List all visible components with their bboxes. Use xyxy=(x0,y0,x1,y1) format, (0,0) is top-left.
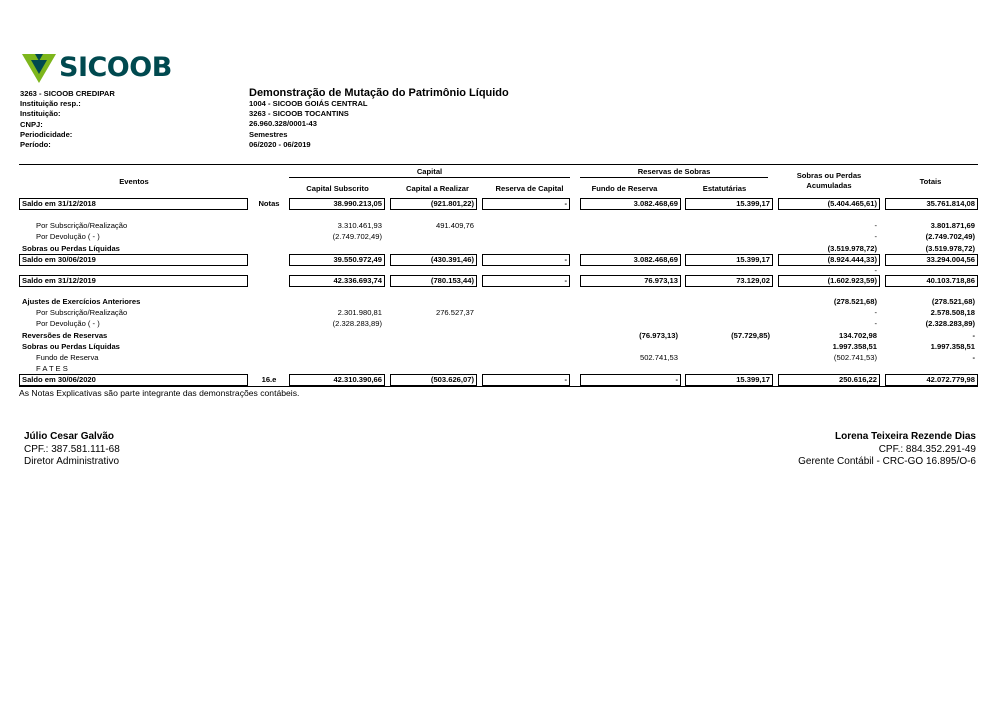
table-cell: 3.082.468,69 xyxy=(633,199,678,208)
value-periodo: 06/2020 - 06/2019 xyxy=(249,139,311,149)
capital-group-rule xyxy=(289,177,570,178)
table-cell: 134.702,98 xyxy=(838,331,877,340)
table-cell: (278.521,68) xyxy=(931,297,975,306)
table-cell: - xyxy=(564,276,567,285)
table-cell: (921.801,22) xyxy=(430,199,474,208)
table-cell: - xyxy=(564,199,567,208)
col-totais: Totais xyxy=(919,177,942,186)
table-cell: - xyxy=(675,375,678,384)
label-instituicao-resp: Instituição resp.: xyxy=(20,99,81,109)
table-cell: - xyxy=(564,375,567,384)
row-label: Por Subscrição/Realização xyxy=(36,221,128,230)
table-cell: 73.129,02 xyxy=(736,276,770,285)
header-labels xyxy=(20,89,115,150)
table-cell: 250.616,22 xyxy=(838,375,877,384)
logo-text: SICOOB xyxy=(59,52,172,83)
sicoob-logo-mark xyxy=(22,52,56,84)
signature-left-cpf: CPF.: 387.581.111-68 xyxy=(24,443,120,455)
table-cell: (278.521,68) xyxy=(833,297,877,306)
row-label: Sobras ou Perdas Líquidas xyxy=(22,244,120,253)
table-cell: 1.997.358,51 xyxy=(930,342,975,351)
table-cell: (2.328.283,89) xyxy=(332,319,382,328)
table-cell: 42.310.390,66 xyxy=(333,375,382,384)
col-sobras-perdas: Sobras ou Perdas Acumuladas xyxy=(796,171,862,190)
table-cell: (430.391,46) xyxy=(430,255,474,264)
table-cell: 3.310.461,93 xyxy=(337,221,382,230)
table-cell: 491.409,76 xyxy=(435,221,474,230)
table-cell: (780.153,44) xyxy=(430,276,474,285)
table-cell: 15.399,17 xyxy=(736,255,770,264)
row-label: Saldo em 31/12/2019 xyxy=(22,276,96,285)
signature-right-name: Lorena Teixeira Rezende Dias xyxy=(835,431,976,442)
table-cell: 42.336.693,74 xyxy=(333,276,382,285)
table-cell: - xyxy=(874,221,877,230)
label-instituicao: Instituição: xyxy=(20,109,61,119)
col-fundo-de-reserva: Fundo de Reserva xyxy=(591,184,658,193)
table-cell: 276.527,37 xyxy=(435,308,474,317)
table-cell: 2.301.980,81 xyxy=(337,308,382,317)
header-values xyxy=(249,99,368,150)
table-cell: (8.924.444,33) xyxy=(827,255,877,264)
table-cell: (3.519.978,72) xyxy=(925,244,975,253)
row-nota: Notas xyxy=(258,199,280,208)
row-label: Saldo em 31/12/2018 xyxy=(22,199,96,208)
table-cell: - xyxy=(564,255,567,264)
signature-right-role: Gerente Contábil - CRC-GO 16.895/O-6 xyxy=(798,456,976,468)
table-cell: (2.328.283,89) xyxy=(925,319,975,328)
table-cell: 33.294.004,56 xyxy=(926,255,975,264)
value-cnpj: 26.960.328/0001-43 xyxy=(249,119,317,129)
row-label: Sobras ou Perdas Líquidas xyxy=(22,342,120,351)
table-cell: 3.082.468,69 xyxy=(633,255,678,264)
sicoob-logo xyxy=(22,51,172,85)
row-label: Fundo de Reserva xyxy=(36,353,99,362)
table-cell: 2.578.508,18 xyxy=(930,308,975,317)
table-cell: - xyxy=(874,232,877,241)
row-label: Saldo em 30/06/2020 xyxy=(22,375,96,384)
table-cell: 15.399,17 xyxy=(736,375,770,384)
table-cell: 3.801.871,69 xyxy=(930,221,975,230)
label-cnpj: CNPJ: xyxy=(20,119,43,129)
table-bottom-rule xyxy=(19,386,978,387)
signature-left-name: Júlio Cesar Galvão xyxy=(24,431,115,442)
table-cell: 42.072.779,98 xyxy=(926,375,975,384)
footnote: As Notas Explicativas são parte integrante das demonstrações contábeis. xyxy=(19,388,300,398)
table-cell: (502.741,53) xyxy=(833,353,877,362)
signature-left xyxy=(24,431,120,469)
table-cell: 15.399,17 xyxy=(736,199,770,208)
group-capital: Capital xyxy=(416,167,443,176)
row-label: Reversões de Reservas xyxy=(22,331,108,340)
table-cell: (5.404.465,61) xyxy=(827,199,877,208)
table-cell: 1.997.358,51 xyxy=(832,342,877,351)
table-cell: 502.741,53 xyxy=(639,353,678,362)
value-instituicao: 3263 - SICOOB TOCANTINS xyxy=(249,109,349,119)
table-cell: (2.749.702,49) xyxy=(332,232,382,241)
value-periodicidade: Semestres xyxy=(249,129,288,139)
table-cell: - xyxy=(874,266,877,275)
table-cell: (2.749.702,49) xyxy=(925,232,975,241)
table-cell: (1.602.923,59) xyxy=(827,276,877,285)
col-reserva-de-capital: Reserva de Capital xyxy=(495,184,564,193)
table-cell: 35.761.814,08 xyxy=(926,199,975,208)
signature-right-cpf: CPF.: 884.352.291-49 xyxy=(878,443,976,455)
table-cell: 39.550.972,49 xyxy=(333,255,382,264)
signature-left-role: Diretor Administrativo xyxy=(24,456,120,468)
row-label: F A T E S xyxy=(36,364,68,373)
col-estatutarias: Estatutárias xyxy=(702,184,747,193)
table-cell: 40.103.718,86 xyxy=(926,276,975,285)
row-label: Ajustes de Exercícios Anteriores xyxy=(22,297,141,306)
entity-code: 3263 - SICOOB CREDIPAR xyxy=(20,89,115,98)
table-top-rule xyxy=(19,164,978,165)
table-cell: 38.990.213,05 xyxy=(333,199,382,208)
table-cell: 76.973,13 xyxy=(644,276,678,285)
table-cell: (57.729,85) xyxy=(731,331,770,340)
row-label: Por Subscrição/Realização xyxy=(36,308,128,317)
value-instituicao-resp: 1004 - SICOOB GOIÁS CENTRAL xyxy=(249,99,368,108)
row-label: Saldo em 30/06/2019 xyxy=(22,255,96,264)
col-eventos: Eventos xyxy=(119,177,149,186)
table-cell: - xyxy=(972,353,975,362)
row-nota: 16.e xyxy=(261,375,277,384)
label-periodicidade: Periodicidade: xyxy=(20,129,73,139)
label-periodo: Período: xyxy=(20,140,51,150)
table-cell: - xyxy=(874,319,877,328)
table-cell: - xyxy=(874,308,877,317)
document-title: Demonstração de Mutação do Patrimônio Líquido xyxy=(249,87,509,99)
row-label: Por Devolução ( - ) xyxy=(36,319,100,328)
group-reservas: Reservas de Sobras xyxy=(637,167,711,176)
signature-right xyxy=(798,431,976,469)
table-cell: (76.973,13) xyxy=(639,331,678,340)
col-capital-subscrito: Capital Subscrito xyxy=(306,184,369,193)
table-cell: (503.626,07) xyxy=(430,375,474,384)
col-capital-a-realizar: Capital a Realizar xyxy=(406,184,469,193)
table-cell: - xyxy=(972,331,975,340)
row-label: Por Devolução ( - ) xyxy=(36,232,100,241)
reservas-group-rule xyxy=(580,177,768,178)
table-cell: (3.519.978,72) xyxy=(827,244,877,253)
